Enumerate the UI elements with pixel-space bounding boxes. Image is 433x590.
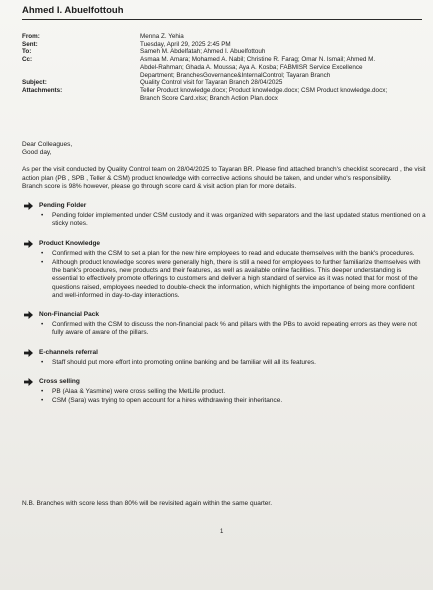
list-item: • Staff should put more effort into promoting online banking and be familiar will all its features.	[22, 359, 426, 367]
arrow-right-icon	[24, 240, 33, 248]
list-item: • Although product knowledge scores were generally high, there is still a need for employees to further familiarize themselves with the bank's procedures, new products and their features, as well as available online facilities. This deeper understanding is essential to effectively promote offerings to customers and deliver a high standard of service as it was noted that for most of the questions raised, employees needed to double-check the information, which highlights the importance of being more confident and well-informed in day-to-day interactions.	[22, 259, 426, 300]
section	[22, 202, 426, 229]
footer-note: N.B. Branches with score less than 80% will be revisited again within the same quarter.	[22, 500, 273, 507]
sender-name: Ahmed I. Abuelfottouh	[22, 5, 422, 20]
arrow-right-icon	[24, 349, 33, 357]
list-item: • Confirmed with the CSM to discuss the non-financial pack % and pillars with the PBs to avoid repeating errors as they were not fully aware of aware of the pillars.	[22, 321, 426, 337]
bullet-list	[22, 321, 426, 337]
section-heading: Cross selling	[24, 378, 426, 386]
bullet-list	[22, 212, 426, 228]
sections	[22, 202, 426, 406]
header-sent: Sent: Tuesday, April 29, 2025 2:45 PM	[22, 40, 231, 48]
section	[22, 378, 426, 406]
arrow-right-icon	[24, 378, 33, 386]
section-heading: Product Knowledge	[24, 240, 426, 248]
section	[22, 240, 426, 300]
bullet-list	[22, 359, 426, 367]
header-cc: Cc: Asmaa M. Amara; Mohamed A. Nabil; Christine R. Farag; Omar N. Ismail; Ahmed M. Abdel-Rahman; Ghada A. Moussa; Aya A. Kosba; FABMISR Service Excellence Department; BranchesGovernance&InternalControl; Tayaran Branch	[22, 56, 376, 79]
email-body	[22, 141, 426, 407]
score-line: Branch score is 98% however, please go through score card & visit action plan for more details.	[22, 182, 297, 190]
arrow-right-icon	[24, 202, 33, 210]
header-to: To: Sameh M. Abdelfatah; Ahmed I. Abuelfottouh	[22, 48, 266, 56]
bullet-list	[22, 388, 426, 405]
section-heading: E-channels referral	[24, 349, 426, 357]
list-item: • CSM (Sara) was trying to open account for a hires withdrawing their inheritance.	[22, 397, 426, 405]
list-item: • PB (Alaa & Yasmine) were cross selling the MetLife product.	[22, 388, 426, 396]
greeting-line: Dear Colleagues,	[22, 141, 73, 148]
header-attachments: Attachments: Teller Product knowledge.docx; Product knowledge.docx; CSM Product knowledge.docx; Branch Score Card.xlsx; Branch Action Plan.docx	[22, 86, 388, 102]
header-from: From: Menna Z. Yehia	[22, 33, 184, 40]
section-heading: Non-Financial Pack	[24, 311, 426, 319]
intro-paragraph: As per the visit conducted by Quality Control team on 28/04/2025 to Tayaran BR. Please find attached branch's checklist scorecard , the visit action plan (PB , SPB , Teller & CSM) product knowledge with corrective actions should be taken, and under who's responsibility.	[22, 166, 426, 182]
greeting-line: Good day,	[22, 149, 52, 157]
page-number: 1	[220, 529, 224, 535]
header-subject: Subject: Quality Control visit for Tayaran Branch 28/04/2025	[22, 79, 283, 87]
list-item: • Confirmed with the CSM to set a plan for the new hire employees to read and educate themselves with the bank's procedures.	[22, 250, 426, 258]
section-heading: Pending Folder	[24, 202, 426, 210]
list-item: • Pending folder implemented under CSM custody and it was organized with separators and the last updated status mentioned on a sticky notes.	[22, 212, 426, 228]
section	[22, 311, 426, 338]
arrow-right-icon	[24, 311, 33, 319]
email-header	[22, 33, 422, 102]
section	[22, 349, 426, 367]
bullet-list	[22, 250, 426, 300]
